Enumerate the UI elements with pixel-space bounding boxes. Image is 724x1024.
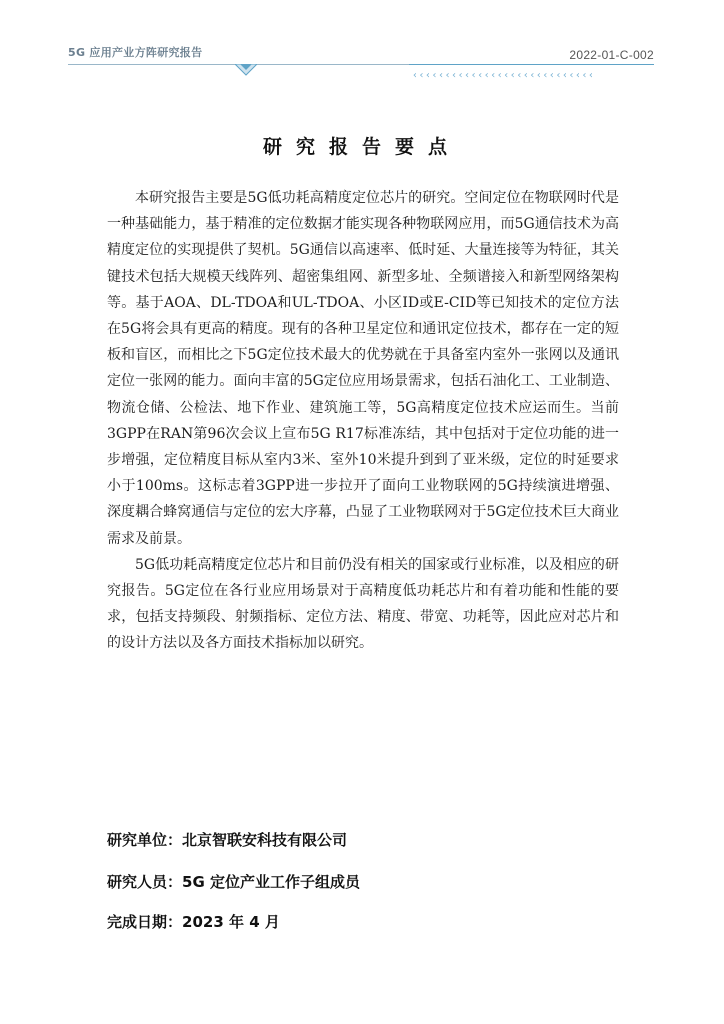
summary-paragraph-1: 本研究报告主要是5G低功耗高精度定位芯片的研究。空间定位在物联网时代是一种基础能力，基于精准的定位数据才能实现各种物联网应用，而5G通信技术为高精度定位的实现提供了契机。5G通信以高速率、低时延、大量连接等为特征，其关键技术包括大规模天线阵列、超密集组网、新型多址、全频谱接入和新型网络架构等。基于AOA、DL-TDOA和UL-TDOA、小区ID或E-CID等已知技术的定位方法在5G将会具有更高的精度。现有的各种卫星定位和通讯定位技术，都存在一定的短板和盲区，而相比之下5G定位技术最大的优势就在于具备室内室外一张网以及通讯定位一张网的能力。面向丰富的5G定位应用场景需求，包括石油化工、工业制造、物流仓储、公检法、地下作业、建筑施工等，5G高精度定位技术应运而生。当前3GPP在RAN第96次会议上宣布5G R17标准冻结，其中包括对于定位功能的进一步增强，定位精度目标从室内3米、室外10米提升到到了亚米级，定位的时延要求小于100ms。这标志着3GPP进一步拉开了面向工业物联网的5G持续演进增强、深度耦合蜂窝通信与定位的宏大序幕，凸显了工业物联网对于5G定位技术巨大商业需求及前景。 [107, 190, 619, 547]
header-chevron-decoration: ‹‹‹‹‹‹‹‹‹‹‹‹‹‹‹‹‹‹‹‹‹‹‹‹‹‹‹‹ [412, 70, 595, 81]
header-triangle-icon [235, 64, 257, 76]
research-unit-value: 北京智联安科技有限公司 [182, 831, 348, 849]
research-unit-label: 研究单位： [107, 831, 183, 849]
document-code: 2022-01-C-002 [569, 48, 654, 62]
research-staff-row [107, 871, 360, 892]
report-series-label: 5G 应用产业方阵研究报告 [68, 46, 203, 59]
research-staff-label: 研究人员： [107, 873, 183, 891]
page-header [0, 0, 724, 90]
completion-date-value: 2023 年 4 月 [182, 913, 280, 931]
header-rule-accent [409, 64, 654, 65]
completion-date-row [107, 911, 280, 932]
page-title: 研究报告要点 [262, 136, 461, 158]
summary-paragraph-2: 5G低功耗高精度定位芯片和目前仍没有相关的国家或行业标准，以及相应的研究报告。5G定位在各行业应用场景对于高精度低功耗芯片和有着功能和性能的要求，包括支持频段、射频指标、定位方法、精度、带宽、功耗等，因此应对芯片和的设计方法以及各方面技术指标加以研究。 [107, 556, 619, 652]
completion-date-label: 完成日期： [107, 913, 183, 931]
research-staff-value: 5G 定位产业工作子组成员 [182, 873, 360, 891]
summary-body [107, 185, 619, 657]
research-unit-row [107, 829, 347, 850]
